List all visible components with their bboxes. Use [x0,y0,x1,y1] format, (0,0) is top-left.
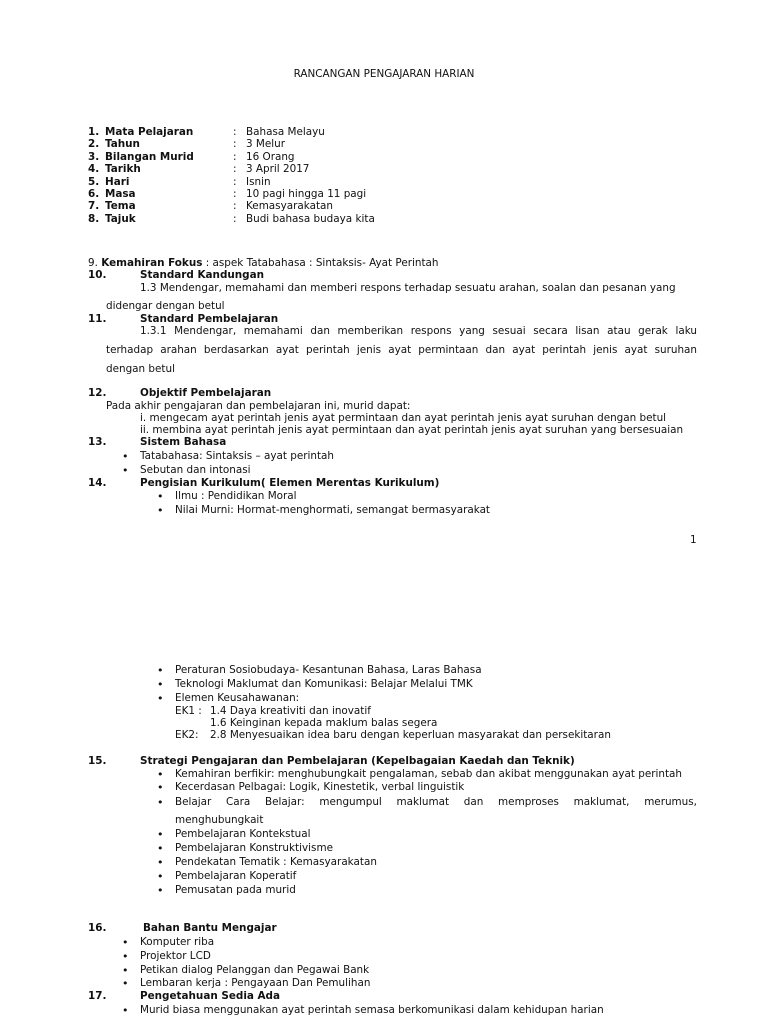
info-label: Mata Pelajaran [105,126,194,138]
section-15-num: 15. [88,755,107,767]
section-16-num: 16. [88,922,107,934]
list-item: • Teknologi Maklumat dan Komunikasi: Belajar Melalui TMK [175,678,473,691]
list-item: • Pembelajaran Konstruktivisme [175,842,333,855]
list-item: • Pendekatan Tematik : Kemasyarakatan [175,856,377,869]
list-item: • Murid biasa menggunakan ayat perintah semasa berkomunikasi dalam kehidupan harian [140,1004,604,1017]
info-num: 5. [88,176,100,188]
info-colon: : [233,151,237,163]
info-colon: : [233,163,237,175]
section-11-text-3: dengan betul [106,363,175,375]
list-item: • Kemahiran berfikir: menghubungkait pengalaman, sebab dan akibat menggunakan ayat perintah [175,768,682,781]
info-num: 6. [88,188,100,200]
page-title: RANCANGAN PENGAJARAN HARIAN [293,68,475,80]
list-item: • Kecerdasan Pelbagai: Logik, Kinestetik, verbal linguistik [175,781,464,794]
list-item: • Sebutan dan intonasi [140,464,251,477]
list-item: • Komputer riba [140,936,214,949]
section-12-intro: Pada akhir pengajaran dan pembelajaran ini, murid dapat: [106,400,411,412]
info-num: 8. [88,213,100,225]
section-17-num: 17. [88,990,107,1002]
info-colon: : [233,176,237,188]
list-item: • Petikan dialog Pelanggan dan Pegawai Bank [140,964,369,977]
section-13-num: 13. [88,436,107,448]
section-10-text: 1.3 Mendengar, memahami dan memberi respons terhadap sesuatu arahan, soalan dan pesanan yang [140,282,676,294]
info-value: 3 April 2017 [246,163,310,175]
list-item: • Pembelajaran Koperatif [175,870,296,883]
section-17-heading: Pengetahuan Sedia Ada [140,990,280,1002]
section-12-heading: Objektif Pembelajaran [140,387,272,399]
info-value: Bahasa Melayu [246,126,325,138]
ek1-label: EK1 : [175,705,202,717]
info-value: 16 Orang [246,151,295,163]
info-value: 3 Melur [246,138,286,150]
section-14-heading: Pengisian Kurikulum( Elemen Merentas Kurikulum) [140,477,440,489]
section-10-num: 10. [88,269,107,281]
list-item: • Projektor LCD [140,950,211,963]
section-12-num: 12. [88,387,107,399]
list-item: • Tatabahasa: Sintaksis – ayat perintah [140,450,334,463]
section-10-heading: Standard Kandungan [140,269,265,281]
info-value: 10 pagi hingga 11 pagi [246,188,367,200]
info-label: Masa [105,188,136,200]
section-10-text-2: didengar dengan betul [106,300,225,312]
objective-item: ii. membina ayat perintah jenis ayat permintaan dan ayat perintah jenis ayat suruhan yang bersesuaian [140,424,684,436]
ek1-item: 1.6 Keinginan kepada maklum balas segera [210,717,438,729]
section-11-text: 1.3.1 Mendengar, memahami dan memberikan respons yang sesuai secara lisan atau gerak laku [140,325,697,337]
info-num: 7. [88,200,100,212]
list-item: • Pembelajaran Kontekstual [175,828,310,841]
info-label: Tarikh [105,163,141,175]
list-item: • Belajar Cara Belajar: mengumpul maklumat dan memproses maklumat, merumus, [175,796,697,809]
section-14-num: 14. [88,477,107,489]
info-value: Isnin [246,176,271,188]
page-number: 1 [690,534,697,546]
info-value: Budi bahasa budaya kita [246,213,375,225]
info-label: Tajuk [105,213,136,225]
ek1-item: 1.4 Daya kreativiti dan inovatif [210,705,371,717]
section-11-num: 11. [88,313,107,325]
section-9-num: 9. [88,257,98,269]
ek2-item: 2.8 Menyesuaikan idea baru dengan keperluan masyarakat dan persekitaran [210,729,611,741]
list-item: • Nilai Murni: Hormat-menghormati, semangat bermasyarakat [175,504,490,517]
info-colon: : [233,188,237,200]
section-9-label: Kemahiran Fokus [101,257,203,269]
info-label: Tahun [105,138,140,150]
list-item: • Ilmu : Pendidikan Moral [175,490,297,503]
section-9-text: : aspek Tatabahasa : Sintaksis- Ayat Perintah [202,257,439,269]
info-colon: : [233,138,237,150]
section-13-heading: Sistem Bahasa [140,436,227,448]
info-value: Kemasyarakatan [246,200,333,212]
info-colon: : [233,200,237,212]
list-item-cont: menghubungkait [175,814,264,826]
section-16-heading: Bahan Bantu Mengajar [143,922,277,934]
info-label: Hari [105,176,130,188]
section-11-text-2: terhadap arahan berdasarkan ayat perintah jenis ayat permintaan dan ayat perintah jenis ayat suruhan [106,344,697,356]
list-item: • Pemusatan pada murid [175,884,296,897]
objective-item: i. mengecam ayat perintah jenis ayat permintaan dan ayat perintah jenis ayat suruhan dengan betul [140,412,667,424]
list-item: • Elemen Keusahawanan: [175,692,299,705]
list-item: • Peraturan Sosiobudaya- Kesantunan Bahasa, Laras Bahasa [175,664,482,677]
info-num: 1. [88,126,100,138]
list-item: • Lembaran kerja : Pengayaan Dan Pemulihan [140,977,370,990]
section-11-heading: Standard Pembelajaran [140,313,279,325]
section-15-heading: Strategi Pengajaran dan Pembelajaran (Kepelbagaian Kaedah dan Teknik) [140,755,575,767]
info-colon: : [233,126,237,138]
info-num: 2. [88,138,100,150]
info-colon: : [233,213,237,225]
info-label: Tema [105,200,136,212]
info-num: 4. [88,163,100,175]
info-num: 3. [88,151,100,163]
info-label: Bilangan Murid [105,151,194,163]
ek2-label: EK2: [175,729,199,741]
